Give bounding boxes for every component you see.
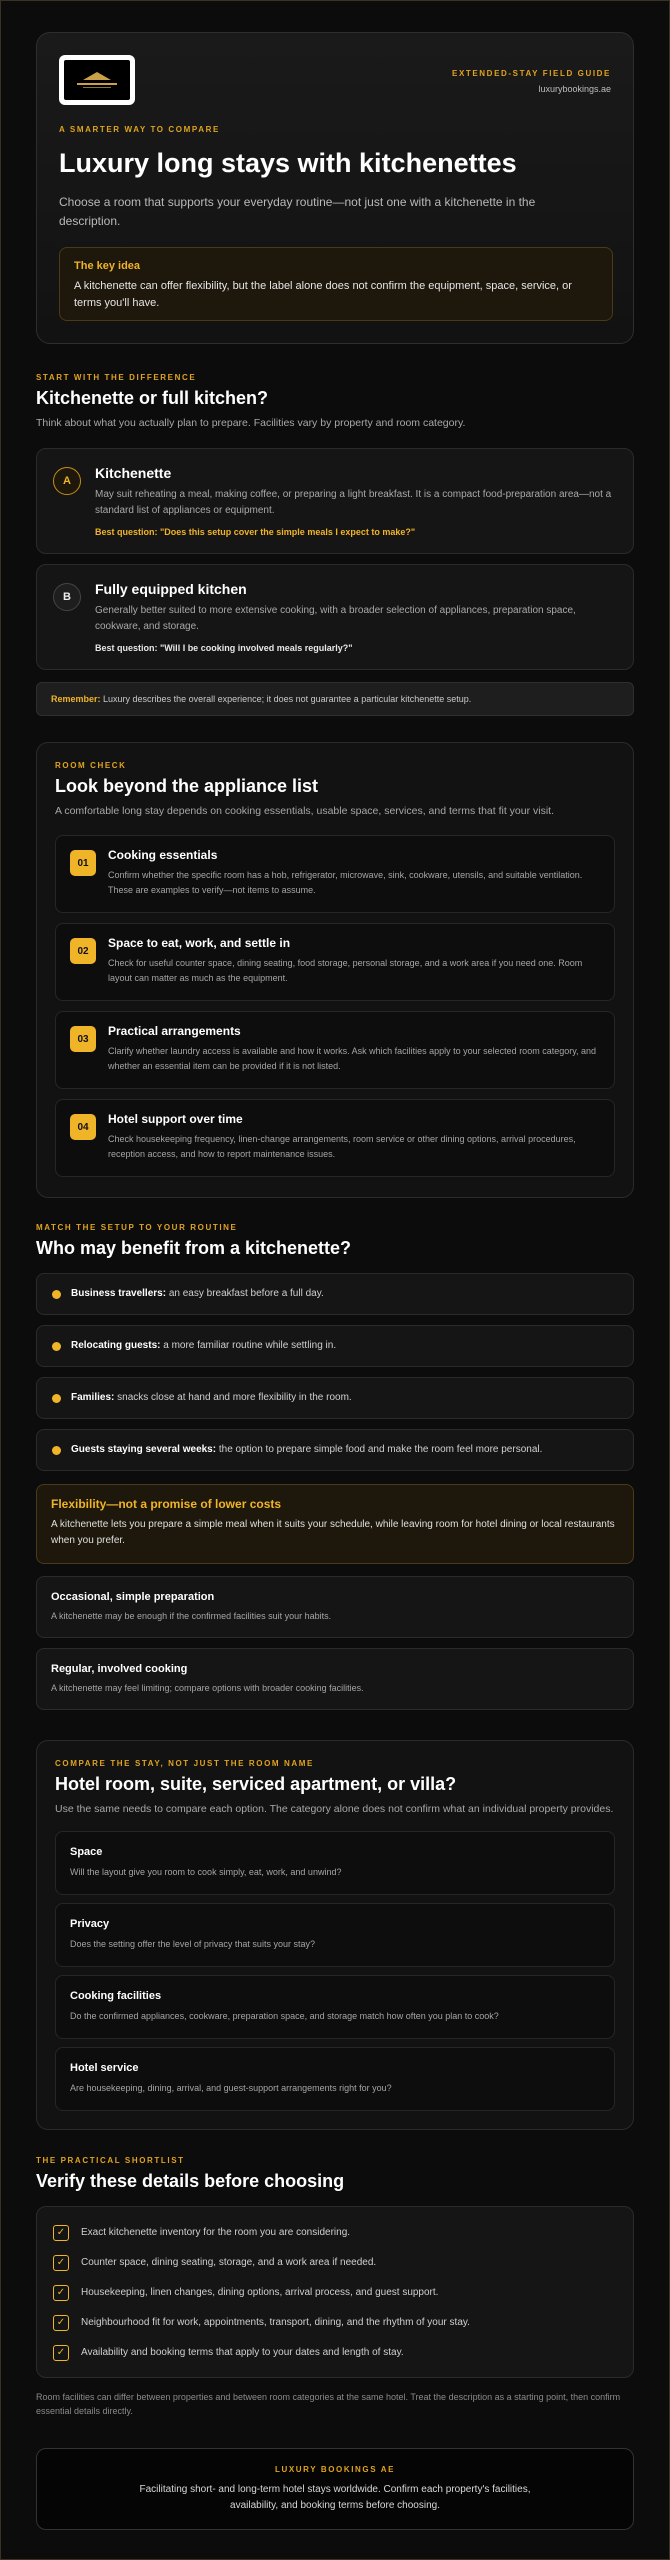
room-check-section — [36, 742, 634, 1198]
guide-label-block — [452, 69, 611, 94]
checklist-text: Exact kitchenette inventory for the room you are considering. — [81, 2227, 351, 2238]
site-link[interactable]: luxurybookings.ae — [538, 84, 611, 94]
benefit-text: a more familiar routine while settling in. — [160, 1340, 337, 1351]
difference-title: Kitchenette or full kitchen? — [36, 388, 269, 408]
check-icon[interactable]: ✓ — [53, 2345, 69, 2361]
key-idea-callout — [59, 247, 613, 321]
check-icon[interactable]: ✓ — [53, 2225, 69, 2241]
compare-item-body: Will the layout give you room to cook simply, eat, work, and unwind? — [70, 1867, 342, 1877]
checklist-text: Counter space, dining seating, storage, and a work area if needed. — [81, 2257, 377, 2268]
item-title: Cooking essentials — [108, 848, 218, 862]
item-body: Confirm whether the specific room has a hob, refrigerator, microwave, sink, cookware, utensils, and suitable ventilation. These are examples to verify—not items to assume. — [108, 870, 583, 895]
benefit-text: the option to prepare simple food and make the room feel more personal. — [216, 1444, 543, 1455]
room-check-title: Look beyond the appliance list — [55, 776, 319, 796]
compare-item-cooking — [55, 1975, 615, 2039]
room-check-item — [55, 835, 615, 913]
compare-item-privacy — [55, 1903, 615, 1967]
flexibility-callout — [36, 1484, 634, 1564]
benefit-item — [36, 1429, 634, 1471]
routine-header — [36, 1223, 634, 1259]
compare-item-body: Do the confirmed appliances, cookware, preparation space, and storage match how often you plan to cook? — [70, 2011, 499, 2021]
compare-item-service — [55, 2047, 615, 2111]
option-body: Generally better suited to more extensive cooking, with a broader selection of appliances, preparation space, cookware, and storage. — [95, 605, 576, 632]
benefit-text: snacks close at hand and more flexibility in the room. — [114, 1392, 352, 1403]
item-number: 04 — [70, 1114, 96, 1140]
shortlist-header — [36, 2156, 634, 2192]
footer-brand: LUXURY BOOKINGS AE — [274, 2465, 396, 2474]
brand-logo[interactable] — [59, 55, 135, 105]
remember-note — [36, 682, 634, 716]
option-title: Kitchenette — [95, 465, 172, 481]
checklist-item — [53, 2223, 613, 2243]
option-badge: B — [53, 583, 81, 611]
shortlist-card — [36, 2206, 634, 2378]
logo-mark — [64, 60, 130, 100]
checklist-item — [53, 2253, 613, 2273]
difference-sub: Think about what you actually plan to prepare. Facilities vary by property and room category. — [36, 417, 466, 429]
item-title: Practical arrangements — [108, 1024, 241, 1038]
compare-eyebrow: COMPARE THE STAY, NOT JUST THE ROOM NAME — [55, 1759, 314, 1768]
compare-item-title: Space — [70, 1846, 103, 1858]
prep-title: Regular, involved cooking — [51, 1663, 188, 1675]
check-icon[interactable]: ✓ — [53, 2315, 69, 2331]
guide-label: EXTENDED-STAY FIELD GUIDE — [452, 69, 611, 78]
routine-title: Who may benefit from a kitchenette? — [36, 1238, 352, 1258]
fine-print: Room facilities can differ between properties and between room categories at the same hotel. Treat the description as a starting point, then confirm essential details directly. — [36, 2392, 621, 2417]
hero-card — [36, 32, 634, 344]
option-kitchenette — [36, 448, 634, 554]
prep-card-regular — [36, 1648, 634, 1710]
option-title: Fully equipped kitchen — [95, 581, 247, 597]
room-check-sub: A comfortable long stay depends on cooking essentials, usable space, services, and terms that fit your visit. — [55, 805, 555, 817]
benefit-item — [36, 1377, 634, 1419]
checklist-item — [53, 2313, 613, 2333]
compare-item-space — [55, 1831, 615, 1895]
option-question: Best question: "Will I be cooking involved meals regularly?" — [95, 643, 353, 653]
compare-sub: Use the same needs to compare each option. The category alone does not confirm what an individual property provides. — [55, 1803, 614, 1815]
hero-lede: Choose a room that supports your everyday routine—not just one with a kitchenette in the description. — [59, 195, 536, 228]
compare-section — [36, 1740, 634, 2130]
key-idea-body: A kitchenette can offer flexibility, but the label alone does not confirm the equipment, space, service, or terms you'll have. — [74, 280, 572, 310]
item-number: 03 — [70, 1026, 96, 1052]
shortlist-eyebrow: THE PRACTICAL SHORTLIST — [36, 2156, 185, 2165]
item-body: Check for useful counter space, dining seating, food storage, personal storage, and a work area if you need one. Room layout can matter as much as the equipment. — [108, 958, 583, 983]
compare-item-body: Are housekeeping, dining, arrival, and guest-support arrangements right for you? — [70, 2083, 392, 2093]
shortlist-title: Verify these details before choosing — [36, 2171, 345, 2191]
compare-title: Hotel room, suite, serviced apartment, or villa? — [55, 1774, 457, 1794]
room-check-eyebrow: ROOM CHECK — [55, 761, 127, 770]
difference-header — [36, 373, 634, 429]
room-check-item — [55, 923, 615, 1001]
option-question: Best question: "Does this setup cover the simple meals I expect to make?" — [95, 527, 416, 537]
checklist-text: Housekeeping, linen changes, dining options, arrival process, and guest support. — [81, 2287, 439, 2298]
benefit-label: Guests staying several weeks: — [71, 1444, 217, 1455]
option-badge: A — [53, 467, 81, 495]
option-full-kitchen — [36, 564, 634, 670]
item-number: 01 — [70, 850, 96, 876]
prep-body: A kitchenette may feel limiting; compare options with broader cooking facilities. — [51, 1683, 364, 1693]
benefit-label: Families: — [71, 1392, 115, 1403]
checklist-item — [53, 2283, 613, 2303]
room-check-item — [55, 1011, 615, 1089]
footer-body: Facilitating short- and long-term hotel stays worldwide. Confirm each property's facilities, availability, and booking terms before choosing. — [139, 2484, 531, 2511]
compare-item-title: Privacy — [70, 1918, 110, 1930]
checklist-item — [53, 2343, 613, 2363]
compare-item-body: Does the setting offer the level of privacy that suits your stay? — [70, 1939, 315, 1949]
compare-item-title: Hotel service — [70, 2062, 139, 2074]
prep-body: A kitchenette may be enough if the confirmed facilities suit your habits. — [51, 1611, 332, 1621]
prep-card-occasional — [36, 1576, 634, 1638]
option-body: May suit reheating a meal, making coffee, or preparing a light breakfast. It is a compact food-preparation area—not a standard list of appliances or equipment. — [95, 489, 612, 516]
footer — [36, 2448, 634, 2530]
benefit-item — [36, 1273, 634, 1315]
benefit-label: Business travellers: — [71, 1288, 167, 1299]
item-title: Space to eat, work, and settle in — [108, 936, 291, 950]
page-title: Luxury long stays with kitchenettes — [59, 148, 517, 178]
check-icon[interactable]: ✓ — [53, 2285, 69, 2301]
check-icon[interactable]: ✓ — [53, 2255, 69, 2271]
remember-label: Remember: — [51, 694, 101, 704]
checklist-text: Availability and booking terms that apply to your dates and length of stay. — [81, 2347, 404, 2358]
item-title: Hotel support over time — [108, 1112, 243, 1126]
prep-title: Occasional, simple preparation — [51, 1591, 215, 1603]
item-body: Clarify whether laundry access is available and how it works. Ask which facilities apply to your selected room category, and whether an essential item can be provided if it is not listed. — [108, 1046, 597, 1071]
remember-text: Luxury describes the overall experience; it does not guarantee a particular kitchenette setup. — [100, 694, 472, 704]
difference-eyebrow: START WITH THE DIFFERENCE — [36, 373, 197, 382]
item-number: 02 — [70, 938, 96, 964]
checklist-text: Neighbourhood fit for work, appointments, transport, dining, and the rhythm of your stay. — [81, 2317, 470, 2328]
room-check-item — [55, 1099, 615, 1177]
benefit-text: an easy breakfast before a full day. — [166, 1288, 324, 1299]
hero-tagline: A SMARTER WAY TO COMPARE — [59, 125, 220, 134]
benefit-label: Relocating guests: — [71, 1340, 161, 1351]
flexibility-title: Flexibility—not a promise of lower costs — [51, 1497, 282, 1511]
key-idea-title: The key idea — [74, 260, 141, 272]
routine-eyebrow: MATCH THE SETUP TO YOUR ROUTINE — [36, 1223, 238, 1232]
item-body: Check housekeeping frequency, linen-change arrangements, room service or other dining options, arrival procedures, reception access, and how to report maintenance issues. — [108, 1134, 576, 1159]
flexibility-body: A kitchenette lets you prepare a simple meal when it suits your schedule, while leaving room for hotel dining or local restaurants when you prefer. — [51, 1519, 615, 1546]
benefit-item — [36, 1325, 634, 1367]
compare-item-title: Cooking facilities — [70, 1990, 162, 2002]
